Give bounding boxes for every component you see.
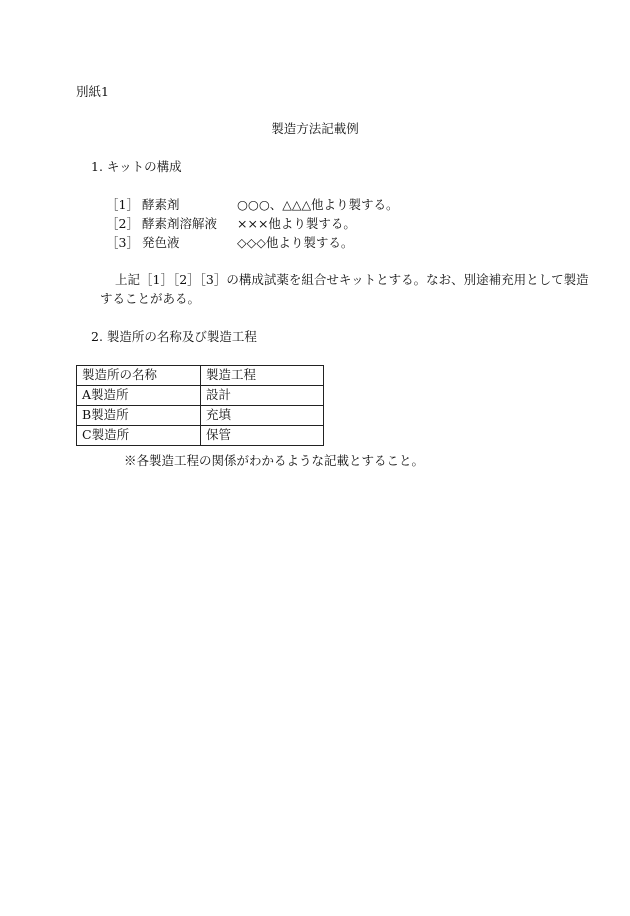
component-name: 発色液 bbox=[142, 235, 180, 250]
table-cell: C製造所 bbox=[77, 426, 201, 446]
table-cell: A製造所 bbox=[77, 386, 201, 406]
component-number: ［3］ bbox=[106, 235, 139, 250]
page-label: 別紙1 bbox=[76, 84, 109, 99]
manufacturing-sites-table bbox=[76, 365, 324, 446]
component-name: 酵素剤溶解液 bbox=[142, 216, 218, 231]
document-title: 製造方法記載例 bbox=[271, 121, 359, 136]
component-description: ×××他より製する。 bbox=[237, 216, 356, 231]
table-cell: B製造所 bbox=[77, 406, 201, 426]
section-heading-sites: 2. 製造所の名称及び製造工程 bbox=[91, 329, 257, 344]
component-number: ［1］ bbox=[106, 197, 139, 212]
paragraph-line: することがある。 bbox=[100, 291, 201, 306]
paragraph-line: 上記［1］［2］［3］の構成試薬を組合せキットとする。なお、別途補充用として製造 bbox=[115, 272, 589, 287]
table-note: ※各製造工程の関係がわかるような記載とすること。 bbox=[124, 453, 425, 468]
table-row bbox=[77, 426, 324, 446]
table-cell: 保管 bbox=[201, 426, 324, 446]
table-header-cell: 製造工程 bbox=[201, 366, 324, 386]
component-name: 酵素剤 bbox=[142, 197, 180, 212]
table-row bbox=[77, 386, 324, 406]
component-description: ○○○、△△△他より製する。 bbox=[237, 197, 399, 212]
table-row bbox=[77, 406, 324, 426]
component-number: ［2］ bbox=[106, 216, 139, 231]
component-description: ◇◇◇他より製する。 bbox=[237, 235, 354, 250]
section-heading-kit: 1. キットの構成 bbox=[91, 159, 182, 174]
table-header-row bbox=[77, 366, 324, 386]
table-header-cell: 製造所の名称 bbox=[77, 366, 201, 386]
table-cell: 設計 bbox=[201, 386, 324, 406]
table-cell: 充填 bbox=[201, 406, 324, 426]
